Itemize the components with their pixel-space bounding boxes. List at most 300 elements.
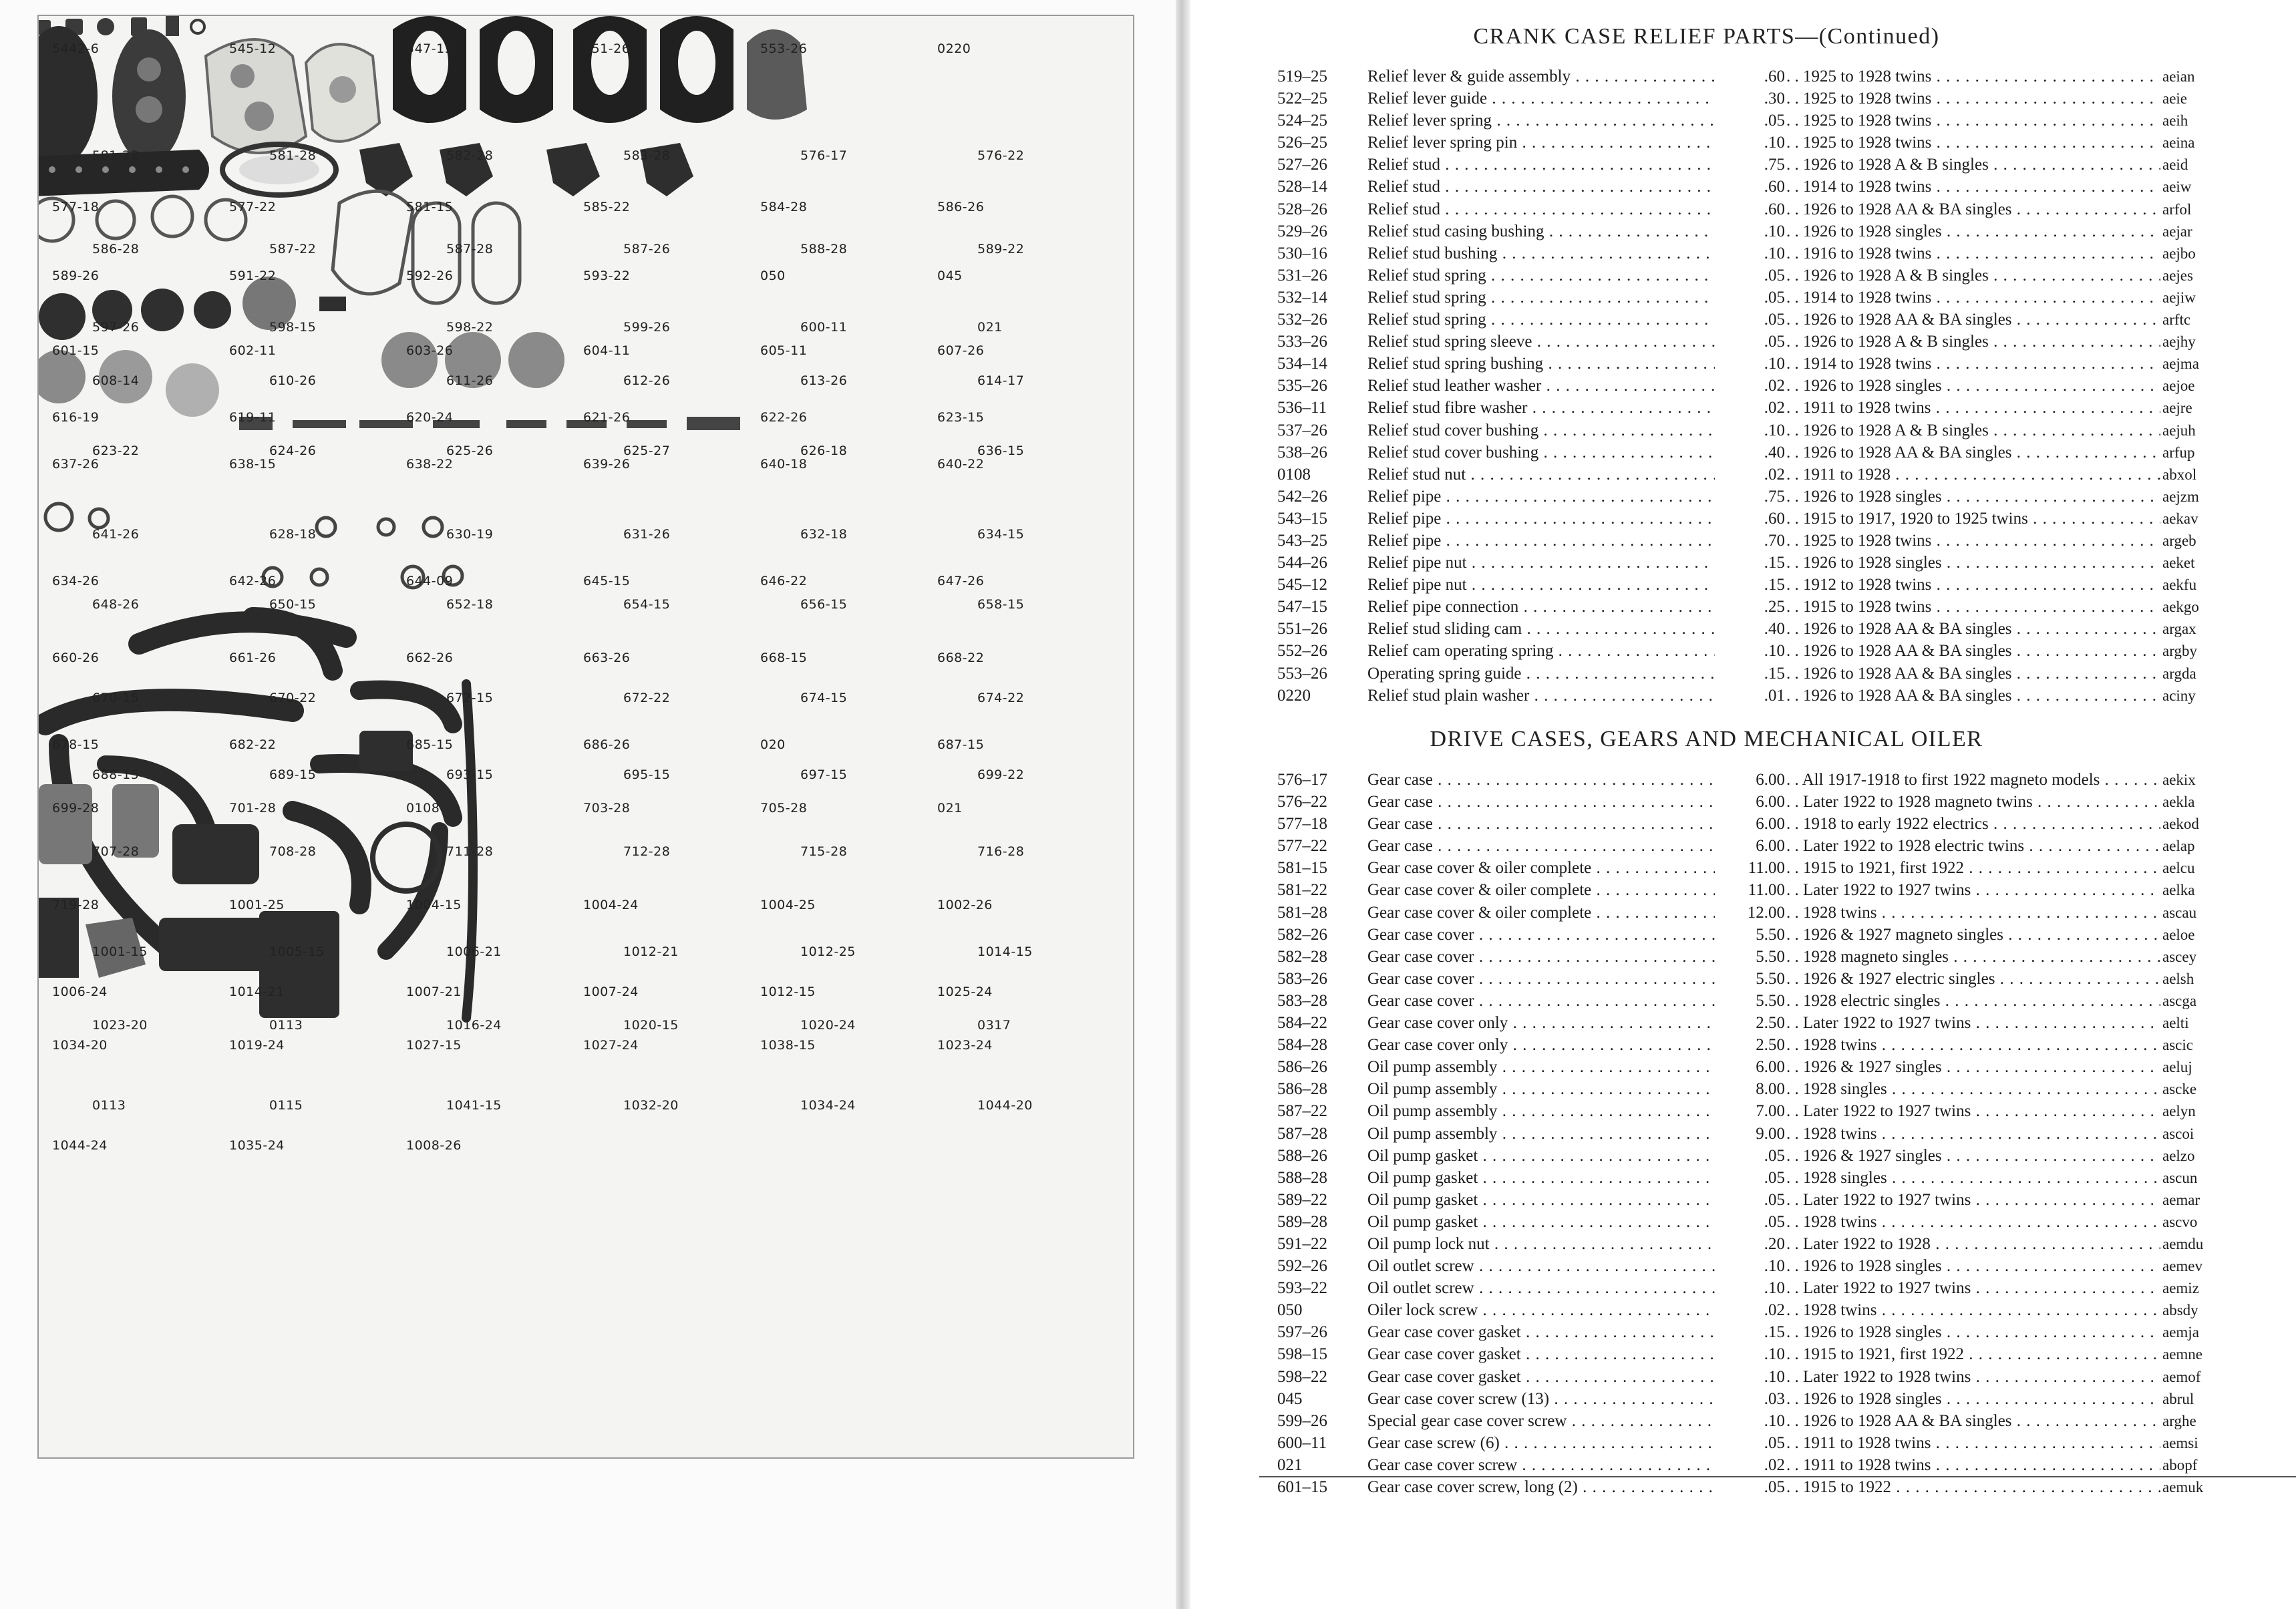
part-fitment: . . Later 1922 to 1927 twins . . . <box>1786 1100 2160 1122</box>
plate-part-label: 644-09 <box>406 574 454 588</box>
plate-part-label: 1007-24 <box>583 985 639 999</box>
plate-part-label: 551-26 <box>583 41 631 56</box>
part-code: aemsi <box>2162 1434 2198 1451</box>
part-fitment: . . 1926 & 1927 singles . . . <box>1786 1145 2160 1167</box>
part-description: Relief pipe . . . <box>1367 508 1715 530</box>
plate-part-label: 678-15 <box>52 737 100 752</box>
part-code: aekod <box>2162 816 2199 833</box>
part-fitment: . . All 1917-1918 to first 1922 magneto models . . . <box>1786 769 2160 791</box>
part-code: arghe <box>2162 1412 2196 1429</box>
plate-part-label: 634-15 <box>977 527 1025 542</box>
part-price: .05 <box>1764 288 1785 307</box>
part-code: aemof <box>2162 1368 2201 1385</box>
part-description: Relief stud . . . <box>1367 198 1715 220</box>
plate-part-label: 656-15 <box>800 597 848 612</box>
part-price: .05 <box>1764 266 1785 285</box>
part-description: Relief stud bushing . . . <box>1367 242 1715 264</box>
part-number: 526–25 <box>1277 134 1327 152</box>
part-number: 050 <box>1277 1301 1303 1320</box>
part-description: Relief stud sliding cam . . . <box>1367 618 1715 640</box>
plate-part-label: 604-11 <box>583 343 631 358</box>
part-description: Relief lever & guide assembly . . . <box>1367 65 1715 87</box>
part-fitment: . . 1912 to 1928 twins . . . <box>1786 574 2160 596</box>
plate-part-label: 0115 <box>269 1098 303 1113</box>
plate-part-label: 670-15 <box>92 691 140 705</box>
plate-part-label: 1020-15 <box>623 1018 679 1033</box>
part-code: aemiz <box>2162 1280 2199 1297</box>
part-fitment: . . 1928 twins . . . <box>1786 1123 2160 1145</box>
plate-part-label: 620-24 <box>406 410 454 425</box>
part-description: Gear case . . . <box>1367 769 1715 791</box>
plate-part-label: 577-22 <box>229 200 277 214</box>
part-fitment: . . 1925 to 1928 twins . . . <box>1786 110 2160 132</box>
part-number: 531–26 <box>1277 266 1327 285</box>
part-description: Relief stud spring . . . <box>1367 287 1715 309</box>
plate-part-label: 701-28 <box>229 801 277 816</box>
part-price: 6.00 <box>1756 815 1785 834</box>
part-fitment: . . 1928 singles . . . <box>1786 1167 2160 1189</box>
part-code: argda <box>2162 665 2196 682</box>
part-fitment: . . 1926 to 1928 singles . . . <box>1786 486 2160 508</box>
part-price: .40 <box>1764 620 1785 639</box>
part-price: .10 <box>1764 222 1785 240</box>
plate-part-label: 1012-25 <box>800 944 856 959</box>
plate-part-label: 1044-24 <box>52 1138 108 1153</box>
part-code: ascey <box>2162 948 2197 965</box>
part-price: 6.00 <box>1756 1058 1785 1077</box>
plate-part-label: 628-18 <box>269 527 317 542</box>
part-description: Relief cam operating spring . . . <box>1367 640 1715 662</box>
part-fitment: . . Later 1922 to 1928 magneto twins . . . <box>1786 791 2160 813</box>
part-code: aemdu <box>2162 1235 2204 1252</box>
part-number: 591–22 <box>1277 1234 1327 1253</box>
part-number: 584–28 <box>1277 1036 1327 1055</box>
bottom-rule <box>1259 1476 2296 1477</box>
part-price: .75 <box>1764 487 1785 506</box>
plate-part-label: 613-26 <box>800 373 848 388</box>
plate-part-label: 625-26 <box>446 443 494 458</box>
part-fitment: . . 1926 to 1928 AA & BA singles . . . <box>1786 441 2160 464</box>
part-description: Gear case cover screw . . . <box>1367 1454 1715 1476</box>
part-fitment: . . 1926 to 1928 A & B singles . . . <box>1786 154 2160 176</box>
part-fitment: . . 1925 to 1928 twins . . . <box>1786 65 2160 87</box>
part-price: .15 <box>1764 1323 1785 1342</box>
part-code: ascoi <box>2162 1125 2194 1142</box>
plate-part-label: 1041-15 <box>446 1098 502 1113</box>
plate-part-label: 682-22 <box>229 737 277 752</box>
part-code: arfol <box>2162 200 2192 218</box>
part-price: 5.50 <box>1756 991 1785 1010</box>
book-gutter <box>1176 0 1190 1609</box>
part-description: Gear case cover & oiler complete . . . <box>1367 879 1715 901</box>
plate-part-label: 614-17 <box>977 373 1025 388</box>
plate-part-label: 663-26 <box>583 651 631 665</box>
part-description: Gear case . . . <box>1367 791 1715 813</box>
part-code: aemar <box>2162 1191 2200 1208</box>
part-number: 589–22 <box>1277 1190 1327 1209</box>
part-code: abopf <box>2162 1456 2198 1473</box>
part-price: .10 <box>1764 421 1785 439</box>
part-number: 599–26 <box>1277 1411 1327 1430</box>
part-number: 538–26 <box>1277 443 1327 462</box>
part-code: ascga <box>2162 992 2197 1009</box>
part-code: aejma <box>2162 355 2199 373</box>
plate-part-label: 621-26 <box>583 410 631 425</box>
part-number: 597–26 <box>1277 1323 1327 1342</box>
part-fitment: . . 1926 to 1928 A & B singles . . . <box>1786 264 2160 287</box>
plate-part-label: 1008-26 <box>406 1138 462 1153</box>
part-fitment: . . 1928 twins . . . <box>1786 1211 2160 1233</box>
plate-part-label: 674-22 <box>977 691 1025 705</box>
plate-part-label: 646-22 <box>760 574 808 588</box>
part-fitment: . . 1914 to 1928 twins . . . <box>1786 176 2160 198</box>
plate-part-label: 1001-15 <box>92 944 148 959</box>
part-code: ascun <box>2162 1169 2198 1186</box>
plate-part-label: 639-26 <box>583 457 631 472</box>
plate-part-label: 607-26 <box>937 343 985 358</box>
part-price: 11.00 <box>1748 881 1785 900</box>
part-price: .05 <box>1764 1190 1785 1209</box>
part-code: ascvo <box>2162 1213 2198 1230</box>
part-price: 5.50 <box>1756 925 1785 944</box>
part-fitment: . . 1918 to early 1922 electrics . . . <box>1786 813 2160 835</box>
plate-part-label: 634-26 <box>52 574 100 588</box>
plate-part-label: 616-19 <box>52 410 100 425</box>
part-price: 9.00 <box>1756 1124 1785 1143</box>
part-price: .05 <box>1764 1478 1785 1496</box>
part-code: arftc <box>2162 311 2191 329</box>
part-number: 542–26 <box>1277 487 1327 506</box>
part-price: 6.00 <box>1756 793 1785 812</box>
part-code: aemja <box>2162 1324 2199 1341</box>
part-code: aejar <box>2162 222 2192 240</box>
plate-part-label: 662-26 <box>406 651 454 665</box>
plate-part-label: 708-28 <box>269 844 317 859</box>
plate-part-label: 1014-21 <box>229 985 285 999</box>
plate-part-label: 636-15 <box>977 443 1025 458</box>
part-fitment: . . Later 1922 to 1928 . . . <box>1786 1233 2160 1255</box>
plate-part-label: 652-18 <box>446 597 494 612</box>
part-fitment: . . 1915 to 1922 . . . <box>1786 1476 2160 1498</box>
part-code: argeb <box>2162 532 2196 549</box>
plate-part-label: 612-26 <box>623 373 671 388</box>
plate-part-label: 587-26 <box>623 242 671 256</box>
part-description: Gear case cover . . . <box>1367 946 1715 968</box>
part-number: 524–25 <box>1277 112 1327 130</box>
plate-part-label: 697-15 <box>800 767 848 782</box>
part-price: 2.50 <box>1756 1014 1785 1033</box>
part-price: 5.50 <box>1756 969 1785 988</box>
plate-part-label: 1014-15 <box>977 944 1033 959</box>
plate-part-label: 672-15 <box>446 691 494 705</box>
part-price: 12.00 <box>1747 903 1785 922</box>
plate-part-label: 703-28 <box>583 801 631 816</box>
part-fitment: . . 1926 & 1927 magneto singles . . . <box>1786 924 2160 946</box>
part-code: aelyn <box>2162 1103 2196 1120</box>
part-description: Oil outlet screw . . . <box>1367 1255 1715 1277</box>
plate-part-label: 587-28 <box>446 242 494 256</box>
part-number: 576–22 <box>1277 793 1327 812</box>
plate-part-label: 623-15 <box>937 410 985 425</box>
part-code: ascke <box>2162 1081 2197 1098</box>
part-code: aelti <box>2162 1015 2189 1032</box>
plate-part-label: 638-22 <box>406 457 454 472</box>
part-price: .05 <box>1764 112 1785 130</box>
part-price: .10 <box>1764 1411 1785 1430</box>
part-price: .10 <box>1764 134 1785 152</box>
plate-part-label: 591-22 <box>229 269 277 283</box>
part-price: 2.50 <box>1756 1036 1785 1055</box>
plate-part-label: 712-28 <box>623 844 671 859</box>
plate-part-label: 674-15 <box>800 691 848 705</box>
right-page <box>1190 0 2296 1609</box>
plate-part-label: 647-26 <box>937 574 985 588</box>
part-price: .02 <box>1764 399 1785 417</box>
part-number: 547–15 <box>1277 598 1327 616</box>
part-description: Gear case screw (6) . . . <box>1367 1432 1715 1454</box>
part-fitment: . . 1911 to 1928 twins . . . <box>1786 1454 2160 1476</box>
part-description: Relief stud cover bushing . . . <box>1367 441 1715 464</box>
part-description: Gear case cover only . . . <box>1367 1034 1715 1056</box>
plate-part-label: 547-15 <box>406 41 454 56</box>
part-number: 593–22 <box>1277 1279 1327 1298</box>
part-description: Oil pump assembly . . . <box>1367 1123 1715 1145</box>
plate-part-label: 707-28 <box>92 844 140 859</box>
part-description: Gear case cover gasket . . . <box>1367 1366 1715 1388</box>
part-price: .15 <box>1764 576 1785 594</box>
plate-part-label: 648-26 <box>92 597 140 612</box>
plate-part-label: 598-15 <box>269 320 317 335</box>
part-number: 589–28 <box>1277 1212 1327 1231</box>
plate-part-label: 689-15 <box>269 767 317 782</box>
part-fitment: . . 1916 to 1928 twins . . . <box>1786 242 2160 264</box>
part-number: 577–18 <box>1277 815 1327 834</box>
part-price: .02 <box>1764 1455 1785 1474</box>
plate-part-label: 1027-24 <box>583 1038 639 1053</box>
plate-part-label: 631-26 <box>623 527 671 542</box>
plate-part-label: 1034-24 <box>800 1098 856 1113</box>
plate-part-label: 715-28 <box>800 844 848 859</box>
parts-photo-plate <box>37 15 1134 1459</box>
part-number: 021 <box>1277 1455 1303 1474</box>
part-fitment: . . Later 1922 to 1927 twins . . . <box>1786 1012 2160 1034</box>
part-number: 536–11 <box>1277 399 1327 417</box>
part-description: Relief stud . . . <box>1367 154 1715 176</box>
part-fitment: . . 1911 to 1928 twins . . . <box>1786 1432 2160 1454</box>
plate-part-label: 045 <box>937 269 963 283</box>
part-description: Relief stud plain washer . . . <box>1367 685 1715 707</box>
plate-part-label: 586-26 <box>937 200 985 214</box>
part-number: 582–28 <box>1277 947 1327 966</box>
part-number: 598–22 <box>1277 1367 1327 1386</box>
part-fitment: . . 1915 to 1928 twins . . . <box>1786 596 2160 618</box>
plate-part-label: 582-28 <box>446 148 494 163</box>
part-number: 598–15 <box>1277 1345 1327 1364</box>
part-description: Oil outlet screw . . . <box>1367 1277 1715 1299</box>
part-number: 583–26 <box>1277 969 1327 988</box>
part-code: aejiw <box>2162 289 2196 306</box>
part-description: Gear case cover screw (13) . . . <box>1367 1388 1715 1410</box>
part-fitment: . . 1911 to 1928 twins . . . <box>1786 397 2160 419</box>
part-fitment: . . 1911 to 1928 . . . <box>1786 464 2160 486</box>
plate-part-label: 1016-24 <box>446 1018 502 1033</box>
plate-part-label: 581-28 <box>269 148 317 163</box>
plate-part-label: 600-11 <box>800 320 848 335</box>
plate-part-label: 1020-24 <box>800 1018 856 1033</box>
plate-part-label: 654-15 <box>623 597 671 612</box>
part-price: .75 <box>1764 156 1785 174</box>
part-number: 581–15 <box>1277 859 1327 878</box>
plate-part-label: 625-27 <box>623 443 671 458</box>
plate-part-label: 630-19 <box>446 527 494 542</box>
part-price: .05 <box>1764 311 1785 329</box>
plate-part-label: 658-15 <box>977 597 1025 612</box>
part-description: Gear case cover gasket . . . <box>1367 1321 1715 1343</box>
part-price: .15 <box>1764 554 1785 572</box>
part-description: Relief stud nut . . . <box>1367 464 1715 486</box>
part-code: aeloe <box>2162 926 2195 943</box>
part-code: aemuk <box>2162 1479 2204 1495</box>
part-price: .02 <box>1764 377 1785 395</box>
plate-part-label: 719-28 <box>52 898 100 912</box>
part-code: abrul <box>2162 1390 2194 1407</box>
plate-part-label: 716-28 <box>977 844 1025 859</box>
plate-part-label: 1005-15 <box>269 944 325 959</box>
part-description: Oil pump assembly . . . <box>1367 1056 1715 1078</box>
plate-part-label: 587-22 <box>269 242 317 256</box>
plate-part-label: 624-26 <box>269 443 317 458</box>
plate-part-label: 686-26 <box>583 737 631 752</box>
plate-part-label: 050 <box>760 269 786 283</box>
part-price: .10 <box>1764 1257 1785 1276</box>
plate-part-label: 1027-15 <box>406 1038 462 1053</box>
plate-part-label: 1032-20 <box>623 1098 679 1113</box>
part-code: aeih <box>2162 112 2188 130</box>
part-description: Oil pump assembly . . . <box>1367 1078 1715 1100</box>
plate-part-label: 602-11 <box>229 343 277 358</box>
plate-part-label: 581-22 <box>92 148 140 163</box>
part-fitment: . . 1928 magneto singles . . . <box>1786 946 2160 968</box>
part-number: 0220 <box>1277 686 1311 705</box>
plate-part-label: 584-28 <box>760 200 808 214</box>
plate-part-label: 668-22 <box>937 651 985 665</box>
plate-part-label: 1023-20 <box>92 1018 148 1033</box>
plate-part-label: 599-26 <box>623 320 671 335</box>
part-code: aejzm <box>2162 488 2199 505</box>
part-fitment: . . 1926 to 1928 AA & BA singles . . . <box>1786 618 2160 640</box>
plate-part-label: 688-15 <box>92 767 140 782</box>
part-description: Relief lever spring pin . . . <box>1367 132 1715 154</box>
plate-part-label: 0113 <box>92 1098 126 1113</box>
part-fitment: . . 1928 twins . . . <box>1786 902 2160 924</box>
plate-part-label: 1007-21 <box>406 985 462 999</box>
plate-part-label: 610-26 <box>269 373 317 388</box>
part-description: Relief pipe nut . . . <box>1367 552 1715 574</box>
part-number: 584–22 <box>1277 1014 1327 1033</box>
part-description: Relief pipe nut . . . <box>1367 574 1715 596</box>
plate-part-label: 5442-6 <box>52 41 100 56</box>
part-price: .60 <box>1764 509 1785 528</box>
plate-part-label: 0220 <box>937 41 971 56</box>
part-code: abxol <box>2162 466 2197 483</box>
part-number: 592–26 <box>1277 1257 1327 1276</box>
plate-part-label: 0317 <box>977 1018 1011 1033</box>
part-fitment: . . 1928 twins . . . <box>1786 1034 2160 1056</box>
part-code: aeie <box>2162 90 2188 108</box>
part-code: aeian <box>2162 68 2195 85</box>
part-description: Oil pump gasket . . . <box>1367 1211 1715 1233</box>
plate-part-label: 586-28 <box>92 242 140 256</box>
plate-part-label: 687-15 <box>937 737 985 752</box>
part-description: Gear case cover screw, long (2) . . . <box>1367 1476 1715 1498</box>
plate-part-label: 695-15 <box>623 767 671 782</box>
plate-part-label: 576-22 <box>977 148 1025 163</box>
plate-part-label: 0113 <box>269 1018 303 1033</box>
part-description: Gear case cover only . . . <box>1367 1012 1715 1034</box>
part-fitment: . . 1926 to 1928 singles . . . <box>1786 552 2160 574</box>
part-fitment: . . 1928 electric singles . . . <box>1786 990 2160 1012</box>
part-code: argby <box>2162 643 2197 660</box>
part-code: aemev <box>2162 1258 2203 1275</box>
part-code: aekav <box>2162 510 2198 527</box>
plate-part-label: 661-26 <box>229 651 277 665</box>
plate-part-label: 605-11 <box>760 343 808 358</box>
part-code: ascau <box>2162 904 2197 921</box>
part-code: arfup <box>2162 443 2195 461</box>
plate-part-label: 1004-24 <box>583 898 639 912</box>
part-description: Relief stud leather washer . . . <box>1367 375 1715 397</box>
part-number: 537–26 <box>1277 421 1327 439</box>
plate-part-label: 021 <box>937 801 963 816</box>
part-number: 545–12 <box>1277 576 1327 594</box>
part-number: 552–26 <box>1277 642 1327 661</box>
part-code: aejes <box>2162 266 2193 284</box>
part-description: Gear case . . . <box>1367 813 1715 835</box>
part-price: 6.00 <box>1756 837 1785 856</box>
part-fitment: . . 1926 to 1928 singles . . . <box>1786 220 2160 242</box>
part-fitment: . . 1926 to 1928 A & B singles . . . <box>1786 331 2160 353</box>
part-code: aelcu <box>2162 860 2195 877</box>
plate-part-label: 641-26 <box>92 527 140 542</box>
part-fitment: . . 1926 to 1928 A & B singles . . . <box>1786 419 2160 441</box>
part-price: .60 <box>1764 178 1785 196</box>
part-number: 601–15 <box>1277 1478 1327 1496</box>
part-number: 553–26 <box>1277 664 1327 683</box>
part-number: 576–17 <box>1277 771 1327 789</box>
part-number: 532–14 <box>1277 288 1327 307</box>
part-number: 583–28 <box>1277 991 1327 1010</box>
part-description: Gear case cover . . . <box>1367 968 1715 990</box>
plate-part-label: 585-22 <box>583 200 631 214</box>
part-price: .10 <box>1764 1279 1785 1298</box>
part-number: 0108 <box>1277 465 1311 484</box>
plate-part-label: 1012-15 <box>760 985 816 999</box>
part-price: .20 <box>1764 1234 1785 1253</box>
plate-part-label: 1006-24 <box>52 985 108 999</box>
part-price: 8.00 <box>1756 1080 1785 1099</box>
part-fitment: . . Later 1922 to 1927 twins . . . <box>1786 1277 2160 1299</box>
part-fitment: . . 1926 to 1928 AA & BA singles . . . <box>1786 663 2160 685</box>
part-code: aeina <box>2162 134 2195 152</box>
plate-part-label: 650-15 <box>269 597 317 612</box>
part-description: Oil pump gasket . . . <box>1367 1145 1715 1167</box>
plate-part-label: 645-15 <box>583 574 631 588</box>
part-number: 588–26 <box>1277 1146 1327 1165</box>
plate-part-label: 1001-25 <box>229 898 285 912</box>
part-price: .25 <box>1764 598 1785 616</box>
part-number: 600–11 <box>1277 1433 1327 1452</box>
plate-part-label: 576-17 <box>800 148 848 163</box>
